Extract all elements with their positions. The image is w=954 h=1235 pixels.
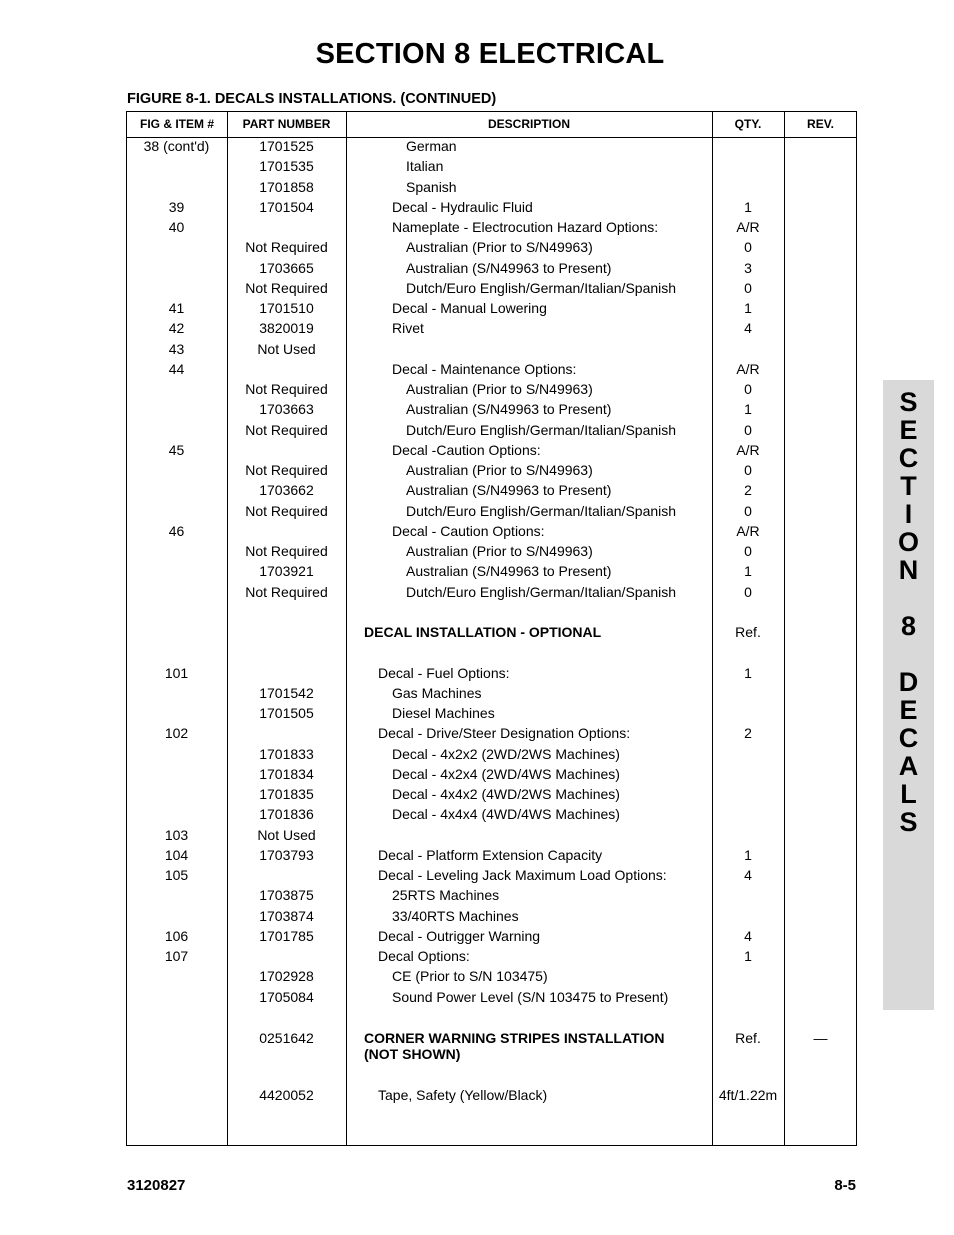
part-number: Not Required bbox=[245, 239, 328, 256]
part-number: Not Required bbox=[245, 279, 328, 296]
table-row bbox=[126, 158, 857, 178]
description: Decal - Maintenance Options: bbox=[392, 360, 577, 377]
sidebar-letter: 8 bbox=[900, 611, 917, 641]
table-row bbox=[126, 503, 857, 523]
quantity: 0 bbox=[744, 583, 752, 600]
part-number: Not Required bbox=[245, 502, 328, 519]
quantity: 1 bbox=[744, 300, 752, 316]
table-row bbox=[126, 685, 857, 705]
fig-item: 101 bbox=[164, 664, 189, 681]
description-line-2: (NOT SHOWN) bbox=[364, 1046, 461, 1062]
fig-item: 38 (cont'd) bbox=[143, 138, 210, 154]
quantity: 4 bbox=[744, 927, 752, 944]
table-row bbox=[126, 887, 857, 907]
description: Tape, Safety (Yellow/Black) bbox=[378, 1087, 548, 1103]
part-number: 1702928 bbox=[259, 968, 314, 985]
quantity: Ref. bbox=[735, 1030, 761, 1046]
fig-item: 42 bbox=[168, 320, 185, 337]
quantity: 3 bbox=[744, 259, 752, 276]
fig-item: 102 bbox=[164, 725, 189, 742]
description: Decal - 4x2x2 (2WD/2WS Machines) bbox=[392, 745, 620, 762]
description: Decal - Manual Lowering bbox=[392, 300, 547, 316]
table-row bbox=[126, 260, 857, 280]
part-number: 1701858 bbox=[259, 178, 314, 195]
table-row bbox=[126, 138, 857, 158]
part-number: 1701836 bbox=[259, 806, 314, 823]
quantity: 0 bbox=[744, 502, 752, 519]
table-row bbox=[126, 280, 857, 300]
description: Sound Power Level (S/N 103475 to Present) bbox=[392, 988, 669, 1005]
part-number: 1703874 bbox=[259, 907, 314, 924]
description: Decal - Leveling Jack Maximum Load Options: bbox=[378, 867, 667, 883]
table-row bbox=[126, 422, 857, 442]
header-description: DESCRIPTION bbox=[487, 117, 570, 131]
part-number: 1701504 bbox=[259, 198, 314, 215]
quantity: 0 bbox=[744, 462, 752, 478]
table-row bbox=[126, 948, 857, 968]
table-row bbox=[126, 199, 857, 219]
table-row bbox=[126, 219, 857, 239]
sidebar-letter: S bbox=[899, 387, 918, 417]
table-row bbox=[126, 341, 857, 361]
description: 33/40RTS Machines bbox=[392, 907, 519, 924]
description bbox=[364, 1030, 664, 1062]
table-row bbox=[126, 320, 857, 340]
part-number: Not Used bbox=[257, 340, 316, 357]
quantity: 0 bbox=[744, 279, 752, 296]
description: Australian (Prior to S/N49963) bbox=[406, 462, 593, 478]
description: Australian (S/N49963 to Present) bbox=[406, 401, 612, 418]
description-line-1: CORNER WARNING STRIPES INSTALLATION bbox=[364, 1030, 665, 1046]
part-number: 1701510 bbox=[259, 300, 314, 316]
part-number: 1701785 bbox=[259, 927, 314, 944]
figure-title: FIGURE 8-1. DECALS INSTALLATIONS. (CONTINUED) bbox=[127, 91, 497, 107]
description: Nameplate - Electrocution Hazard Options: bbox=[392, 219, 659, 235]
sidebar-letter: C bbox=[898, 723, 919, 753]
section-title: SECTION 8 ELECTRICAL bbox=[315, 38, 665, 70]
fig-item: 45 bbox=[168, 441, 185, 458]
document-number: 3120827 bbox=[127, 1177, 186, 1194]
fig-item: 106 bbox=[164, 927, 189, 944]
description: DECAL INSTALLATION - OPTIONAL bbox=[364, 624, 602, 640]
description: Decal - 4x4x4 (4WD/4WS Machines) bbox=[392, 806, 620, 823]
table-row bbox=[126, 604, 857, 624]
quantity: 0 bbox=[744, 381, 752, 397]
description: Dutch/Euro English/German/Italian/Spanish bbox=[406, 279, 677, 296]
corner-stripes-row bbox=[126, 1030, 857, 1070]
fig-item: 104 bbox=[164, 846, 189, 863]
quantity: 1 bbox=[744, 401, 752, 418]
table-row bbox=[126, 624, 857, 644]
part-number: 1703662 bbox=[259, 482, 314, 499]
table-row bbox=[126, 766, 857, 786]
sidebar-letter: A bbox=[898, 751, 919, 781]
header-fig-item: FIG & ITEM # bbox=[139, 117, 214, 131]
sidebar-letter: L bbox=[900, 779, 917, 809]
sidebar-letter: C bbox=[898, 443, 919, 473]
description: Dutch/Euro English/German/Italian/Spanish bbox=[406, 502, 677, 519]
part-number: 1701542 bbox=[259, 684, 314, 701]
table-row bbox=[126, 746, 857, 766]
part-number: Not Required bbox=[245, 462, 328, 478]
part-number: Not Required bbox=[245, 421, 328, 438]
quantity: 1 bbox=[744, 198, 752, 215]
description: Decal - Drive/Steer Designation Options: bbox=[378, 725, 631, 742]
part-number: 1703921 bbox=[259, 563, 314, 580]
table-row bbox=[126, 725, 857, 745]
part-number: 1701833 bbox=[259, 745, 314, 762]
description: Decal - Outrigger Warning bbox=[378, 927, 541, 944]
header-qty: QTY. bbox=[734, 117, 762, 131]
quantity: 2 bbox=[744, 482, 752, 499]
table-row bbox=[126, 543, 857, 563]
table-row bbox=[126, 584, 857, 604]
description: German bbox=[406, 138, 457, 154]
table-row bbox=[126, 381, 857, 401]
section-sidebar-tab bbox=[883, 380, 934, 1010]
sidebar-letter: I bbox=[904, 499, 913, 529]
part-number: Not Required bbox=[245, 381, 328, 397]
table-row bbox=[126, 928, 857, 948]
table-row bbox=[126, 968, 857, 988]
fig-item: 44 bbox=[168, 360, 185, 377]
sidebar-letter: O bbox=[897, 527, 919, 557]
quantity: 1 bbox=[744, 664, 752, 681]
table-row bbox=[126, 442, 857, 462]
header-part-number: PART NUMBER bbox=[242, 117, 331, 131]
description: Decal - Hydraulic Fluid bbox=[392, 198, 533, 215]
fig-item: 43 bbox=[168, 340, 185, 357]
sidebar-letter: E bbox=[899, 695, 918, 725]
part-number: 1703793 bbox=[259, 846, 314, 863]
part-number: 1701834 bbox=[259, 765, 314, 782]
table-row bbox=[126, 361, 857, 381]
description: Dutch/Euro English/German/Italian/Spanish bbox=[406, 421, 677, 438]
description: Australian (S/N49963 to Present) bbox=[406, 482, 612, 499]
table-row bbox=[126, 644, 857, 664]
quantity: 1 bbox=[744, 563, 752, 580]
description: Decal - Fuel Options: bbox=[378, 664, 510, 681]
table-row bbox=[126, 401, 857, 421]
page-number: 8-5 bbox=[834, 1177, 856, 1194]
part-number: 1705084 bbox=[259, 988, 314, 1005]
sidebar-letter: N bbox=[898, 555, 919, 585]
sidebar-letter: S bbox=[899, 807, 918, 837]
fig-item: 103 bbox=[164, 826, 189, 843]
header-rev: REV. bbox=[807, 117, 834, 131]
table-row bbox=[126, 482, 857, 502]
revision: — bbox=[813, 1030, 828, 1046]
description: Dutch/Euro English/German/Italian/Spanish bbox=[406, 583, 677, 600]
tape-row bbox=[126, 1087, 857, 1107]
fig-item: 41 bbox=[168, 300, 185, 316]
quantity: A/R bbox=[736, 522, 760, 539]
sidebar-letter: E bbox=[899, 415, 918, 445]
table-row bbox=[126, 523, 857, 543]
quantity: 2 bbox=[744, 725, 752, 742]
description: Decal - 4x4x2 (4WD/2WS Machines) bbox=[392, 786, 620, 802]
fig-item: 40 bbox=[168, 219, 185, 235]
table-row bbox=[126, 847, 857, 867]
table-row bbox=[126, 179, 857, 199]
description: Decal - 4x2x4 (2WD/4WS Machines) bbox=[392, 765, 620, 782]
part-number: 3820019 bbox=[259, 320, 314, 337]
fig-item: 46 bbox=[168, 522, 185, 539]
table-row bbox=[126, 786, 857, 806]
table-row bbox=[126, 300, 857, 320]
part-number: 4420052 bbox=[259, 1087, 314, 1103]
table-row bbox=[126, 827, 857, 847]
description: Italian bbox=[406, 158, 444, 175]
quantity: 0 bbox=[744, 421, 752, 438]
table-row bbox=[126, 239, 857, 259]
description: Decal Options: bbox=[378, 948, 470, 964]
quantity: 4ft/1.22m bbox=[718, 1087, 778, 1103]
fig-item: 39 bbox=[168, 198, 185, 215]
quantity: 0 bbox=[744, 239, 752, 256]
quantity: A/R bbox=[736, 360, 760, 377]
part-number: 1701835 bbox=[259, 786, 314, 802]
quantity: Ref. bbox=[735, 624, 761, 640]
quantity: 0 bbox=[744, 543, 752, 559]
part-number: Not Required bbox=[245, 543, 328, 559]
table-row bbox=[126, 867, 857, 887]
quantity: A/R bbox=[736, 441, 760, 458]
description: Rivet bbox=[392, 320, 424, 337]
description: 25RTS Machines bbox=[392, 887, 500, 904]
part-number: 1701535 bbox=[259, 158, 314, 175]
table-row bbox=[126, 665, 857, 685]
description: Diesel Machines bbox=[392, 705, 495, 721]
description: Australian (S/N49963 to Present) bbox=[406, 259, 612, 276]
table-row bbox=[126, 806, 857, 826]
description: Australian (S/N49963 to Present) bbox=[406, 563, 612, 580]
part-number: Not Used bbox=[257, 826, 316, 843]
quantity: 1 bbox=[744, 948, 752, 964]
quantity: 4 bbox=[744, 320, 752, 337]
part-number: 1703875 bbox=[259, 887, 314, 904]
part-number: 1701525 bbox=[259, 138, 314, 154]
table-row bbox=[126, 563, 857, 583]
description: Decal -Caution Options: bbox=[392, 441, 541, 458]
quantity: 1 bbox=[744, 846, 752, 863]
fig-item: 105 bbox=[164, 867, 189, 883]
description: Decal - Platform Extension Capacity bbox=[378, 846, 603, 863]
description: Australian (Prior to S/N49963) bbox=[406, 381, 593, 397]
table-row bbox=[126, 989, 857, 1009]
description: Spanish bbox=[406, 178, 457, 195]
quantity: A/R bbox=[736, 219, 760, 235]
description: Australian (Prior to S/N49963) bbox=[406, 239, 593, 256]
description: Australian (Prior to S/N49963) bbox=[406, 543, 593, 559]
table-row bbox=[126, 462, 857, 482]
description: CE (Prior to S/N 103475) bbox=[392, 968, 548, 985]
part-number: Not Required bbox=[245, 583, 328, 600]
part-number: 1701505 bbox=[259, 705, 314, 721]
part-number: 0251642 bbox=[259, 1030, 314, 1046]
part-number: 1703663 bbox=[259, 401, 314, 418]
sidebar-letter: T bbox=[900, 471, 917, 501]
table-row bbox=[126, 705, 857, 725]
quantity: 4 bbox=[744, 867, 752, 883]
fig-item: 107 bbox=[164, 948, 189, 964]
description: Decal - Caution Options: bbox=[392, 522, 545, 539]
table-row bbox=[126, 908, 857, 928]
sidebar-letter: D bbox=[898, 667, 919, 697]
description: Gas Machines bbox=[392, 684, 482, 701]
part-number: 1703665 bbox=[259, 259, 314, 276]
